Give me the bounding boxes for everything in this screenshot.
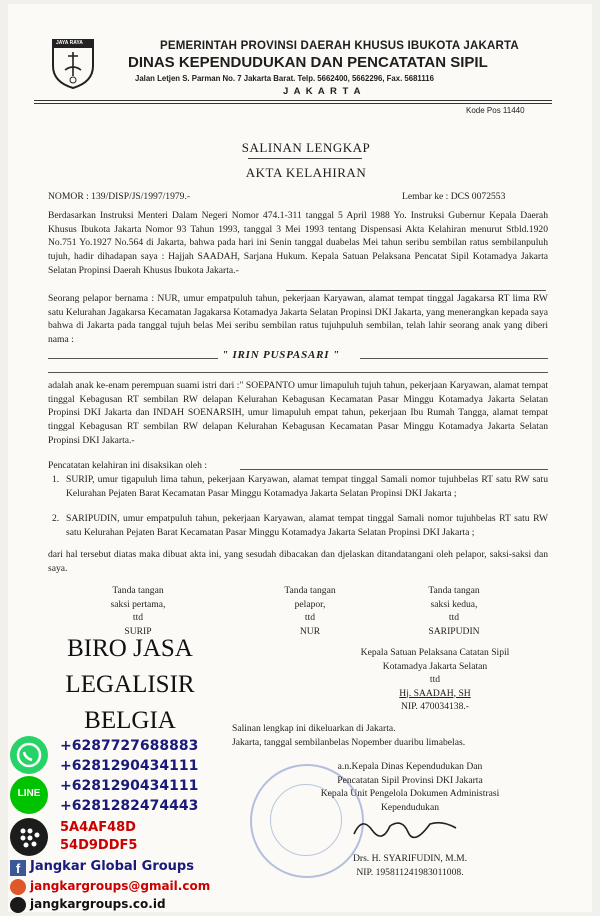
official-office: Kotamadya Jakarta Selatan — [382, 660, 488, 672]
globe-icon — [10, 897, 26, 913]
witness-1: SURIP, umur tigapuluh lima tahun, pekerjaan Karyawan, alamat tempat tinggal Samali nomor tujuhbelas RT satu RW satu Kelurahan Pejaten Barat Kecamatan Pasar Minggu Kotamadya Jakarta Selatan Propinsi DKI Jakarta ; — [66, 474, 548, 499]
phone-number-1: +6287727688883 — [60, 738, 199, 754]
blackberry-icon — [10, 818, 48, 856]
email-address: jangkargroups@gmail.com — [30, 879, 211, 893]
closing-official-name: Drs. H. SYARIFUDIN, M.M. — [352, 853, 468, 864]
signature-witness-2 — [394, 584, 514, 638]
issued-at: Salinan lengkap ini dikeluarkan di Jakarta. — [232, 723, 396, 734]
paragraph-reporter: Seorang pelapor bernama : NUR, umur empatpuluh tahun, pekerjaan Karyawan, alamat tempat tinggal Jagakarsa RT lima RW satu Kelurahan Jagakarsa Kecamatan Jagakarsa Kotamadya Jakarta Selatan Propinsi DKI Jakarta, yang menerangkan kepada saya bahwa di Jakarta pada tanggal tujuh belas Mei seribu sembilan ratus tujuhpuluh sembilan, telah lahir seorang anak yang diberi nama : — [48, 293, 548, 346]
sig-role: saksi kedua, — [430, 598, 478, 610]
signature-witness-1 — [78, 584, 198, 638]
watermark-line-2: LEGALISIR — [65, 671, 195, 698]
logo-text: JAYA RAYA — [56, 40, 83, 46]
phone-number-3: +6281290434111 — [60, 778, 199, 794]
whatsapp-icon — [10, 736, 48, 774]
closing-signature-block — [280, 760, 540, 814]
sig-ttd: ttd — [448, 612, 460, 623]
document-title: SALINAN LENGKAP — [241, 140, 371, 155]
header-address: Jalan Letjen S. Parman No. 7 Jakarta Barat. Telp. 5662400, 5662296, Fax. 5681116 — [135, 74, 434, 83]
title-underline — [248, 158, 362, 159]
postal-code: Kode Pos 11440 — [466, 106, 525, 115]
watermark-line-3: BELGIA — [84, 707, 176, 734]
closing-unit-line-2: Kependudukan — [380, 801, 440, 813]
sig-name: SURIP — [124, 625, 152, 637]
company-name: Jangkar Global Groups — [30, 859, 194, 874]
closing-official-nip: NIP. 195811241983011008. — [356, 866, 464, 878]
facebook-icon: f — [10, 860, 26, 876]
closing-official-name-block — [280, 852, 540, 879]
phone-number-4: +6281282474443 — [60, 798, 199, 814]
watermark-line-1: BIRO JASA — [67, 635, 193, 662]
header-divider-thin — [34, 103, 552, 104]
closing-an-line: a.n.Kepala Dinas Kependudukan Dan — [337, 761, 483, 772]
line-icon-text: LINE — [17, 788, 41, 799]
signature-reporter — [250, 584, 370, 638]
header-line-1: PEMERINTAH PROVINSI DAERAH KHUSUS IBUKOTA JAKARTA — [160, 40, 519, 52]
jaya-raya-logo — [50, 36, 96, 90]
paragraph-closing-statement: dari hal tersebut diatas maka dibuat akta ini, yang sesudah dibacakan dan djelaskan ditandatangani oleh pelapor, saksi-saksi dan saya. — [48, 549, 548, 574]
header-line-2: DINAS KEPENDUDUKAN DAN PENCATATAN SIPIL — [128, 54, 488, 71]
witness-2-number: 2. — [52, 513, 60, 524]
header-divider — [34, 100, 552, 101]
document-subtitle: AKTA KELAHIRAN — [245, 165, 367, 180]
sig-label: Tanda tangan — [428, 585, 480, 596]
closing-unit-line: Kepala Unit Pengelola Dokumen Administrasi — [320, 788, 500, 799]
sig-ttd: ttd — [132, 612, 144, 623]
email-icon — [10, 879, 26, 895]
witness-1-number: 1. — [52, 474, 60, 485]
official-name: Hj. SAADAH, SH — [399, 687, 471, 699]
sig-role: pelapor, — [294, 598, 326, 610]
paragraph-witnesses-intro: Pencatatan kelahiran ini disaksikan oleh : — [48, 460, 208, 471]
witness-2: SARIPUDIN, umur empatpuluh tahun, pekerjaan Karyawan, alamat tempat tinggal Samali nomor tujuhbelas RT satu RW satu Kelurahan Pejaten Barat Kecamatan Pasar Minggu Kotamadya Jakarta Selatan Propinsi DKI Jakarta ; — [66, 513, 548, 538]
closing-office-line: Pencatatan Sipil Provinsi DKI Jakarta — [337, 774, 483, 786]
sig-label: Tanda tangan — [284, 585, 336, 596]
bbm-pin-2: 54D9DDF5 — [60, 838, 138, 853]
official-title: Kepala Satuan Pelaksana Catatan Sipil — [360, 647, 510, 658]
sheet-number: Lembar ke : DCS 0072553 — [402, 191, 506, 202]
child-name: " IRIN PUSPASARI " — [222, 349, 340, 361]
line-icon — [10, 776, 48, 814]
official-ttd: ttd — [429, 674, 441, 685]
official-nip: NIP. 470034138.- — [401, 701, 469, 712]
handwritten-signature — [350, 812, 460, 847]
official-signature-block — [330, 646, 540, 714]
bbm-pin-1: 5A4AF48D — [60, 820, 136, 835]
issued-date: Jakarta, tanggal sembilanbelas Nopember duaribu limabelas. — [232, 737, 466, 748]
paragraph-parents: adalah anak ke-enam perempuan suami istri dari :" SOEPANTO umur limapuluh tujuh tahun, pekerjaan Karyawan, alamat tempat tinggal Kebagusan RT sembilan RW delapan Kelurahan Kebagusan Kecamatan Pasar Minggu Kotamadya Jakarta Selatan Propinsi DKI Jakarta dan INDAH SOENARSIH, umur limapuluh empat tahun, pekerjaan Ibu Rumah Tangga, alamat tempat tinggal Kebagusan RT sembilan RW delapan Kelurahan Kebagusan Kecamatan Pasar Minggu Kotamadya Jakarta Selatan Propinsi DKI Jakarta.- — [48, 380, 548, 446]
website-url: jangkargroups.co.id — [30, 897, 166, 911]
phone-number-2: +6281290434111 — [60, 758, 199, 774]
name-line-right — [360, 358, 548, 359]
sig-label: Tanda tangan — [112, 585, 164, 596]
sig-name: SARIPUDIN — [428, 625, 480, 637]
sig-ttd: ttd — [304, 612, 316, 623]
paragraph-instruction: Berdasarkan Instruksi Menteri Dalam Negeri Nomor 474.1-311 tanggal 5 April 1988 Yo. Instruksi Gubernur Kepala Daerah Khusus Ibukota Jakarta Nomor 93 Tahun 1993, tanggal 3 Mei 1993 tentang Dispensasi Akta Kelahiran menurut Stbld.1920 No.751 Yo.1927 No.564 di Jakarta, bahwa pada hari ini Senin tanggal duabelas Mei tahun seribu sembilan ratus sembilanpuluh tujuh, hadir dihadapan saya : Hajjah SAADAH, Sarjana Hukum. Kepala Satuan Pelaksana Pencatat Sipil Kotamadya Jakarta Selatan Propinsi Daerah Khusus Ibukota Jakarta.- — [48, 210, 548, 276]
name-line-left — [48, 358, 218, 359]
witness-intro-line — [240, 469, 548, 470]
header-city: J A K A R T A — [283, 86, 362, 97]
sig-name: NUR — [299, 625, 321, 637]
paragraph-dash-line — [286, 290, 546, 291]
sig-role: saksi pertama, — [110, 598, 166, 610]
document-number: NOMOR : 139/DISP/JS/1997/1979.- — [48, 191, 191, 202]
name-underline — [48, 372, 548, 373]
